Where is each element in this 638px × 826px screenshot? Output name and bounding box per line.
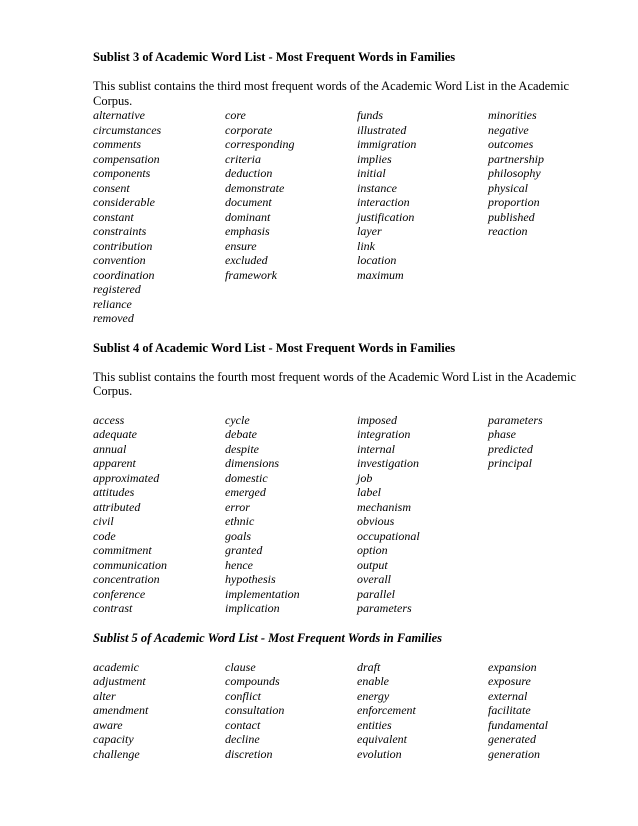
word-item: coordination: [93, 267, 155, 282]
word-item: compensation: [93, 151, 160, 166]
word-item: expansion: [488, 659, 537, 674]
word-item: minorities: [488, 108, 537, 122]
word-item: considerable: [93, 195, 155, 209]
word-item: approximated: [93, 470, 160, 485]
word-item: equivalent: [357, 732, 407, 746]
word-item: conference: [93, 586, 146, 601]
word-item: interaction: [357, 195, 410, 209]
word-item: challenge: [93, 746, 140, 761]
word-column-3: [357, 660, 488, 762]
sublist-4-word-grid: [93, 413, 593, 616]
word-item: contrast: [93, 601, 133, 615]
word-item: predicted: [488, 441, 533, 456]
word-item: label: [357, 485, 381, 499]
word-item: constant: [93, 209, 134, 224]
word-item: corresponding: [225, 137, 295, 151]
word-item: components: [93, 166, 151, 180]
word-item: occupational: [357, 528, 420, 543]
word-item: excluded: [225, 253, 268, 267]
word-item: negative: [488, 122, 529, 137]
word-item: emphasis: [225, 224, 270, 238]
word-item: generated: [488, 732, 536, 746]
word-column-2: [225, 413, 357, 616]
word-item: illustrated: [357, 122, 407, 137]
word-item: phase: [488, 427, 516, 441]
word-item: corporate: [225, 122, 273, 137]
word-item: principal: [488, 456, 532, 470]
word-item: deduction: [225, 166, 273, 180]
word-item: document: [225, 195, 272, 209]
word-item: error: [225, 499, 250, 514]
word-item: parallel: [357, 586, 395, 601]
word-item: framework: [225, 267, 277, 282]
sublist-3-word-grid: [93, 108, 593, 326]
word-item: compounds: [225, 674, 280, 688]
word-item: cycle: [225, 412, 250, 427]
word-item: granted: [225, 543, 263, 557]
word-item: energy: [357, 688, 390, 703]
word-item: clause: [225, 659, 256, 674]
word-column-1: [93, 413, 225, 616]
word-item: constraints: [93, 224, 147, 238]
word-item: location: [357, 253, 397, 267]
word-item: maximum: [357, 267, 404, 282]
word-item: physical: [488, 180, 528, 195]
word-item: investigation: [357, 456, 419, 470]
word-item: link: [357, 238, 375, 253]
word-item: ensure: [225, 238, 257, 253]
word-item: proportion: [488, 195, 540, 209]
word-item: academic: [93, 659, 139, 674]
word-item: implementation: [225, 586, 300, 601]
word-item: output: [357, 557, 388, 572]
sublist-3-intro: This sublist contains the third most frequent words of the Academic Word List in the Academic Corpus.: [93, 79, 570, 108]
word-item: concentration: [93, 572, 160, 586]
sublist-3-section: [93, 50, 593, 326]
word-item: funds: [357, 108, 384, 122]
word-item: attitudes: [93, 485, 135, 499]
word-item: alter: [93, 688, 116, 703]
word-column-4: [488, 660, 593, 762]
sublist-5-section: [93, 631, 593, 762]
word-item: enforcement: [357, 703, 416, 717]
sublist-4-section: [93, 341, 593, 616]
word-item: criteria: [225, 151, 261, 166]
word-item: integration: [357, 427, 411, 441]
word-item: contribution: [93, 238, 153, 253]
word-item: contact: [225, 717, 261, 732]
word-item: overall: [357, 572, 391, 586]
word-item: decline: [225, 732, 260, 746]
word-item: justification: [357, 209, 415, 224]
sublist-4-heading: Sublist 4 of Academic Word List - Most Frequent Words in Families: [93, 340, 456, 355]
word-item: demonstrate: [225, 180, 285, 195]
word-item: implies: [357, 151, 392, 166]
word-item: published: [488, 209, 535, 224]
sublist-5-heading: Sublist 5 of Academic Word List - Most Frequent Words in Families: [93, 630, 443, 645]
word-item: initial: [357, 166, 386, 180]
word-item: facilitate: [488, 703, 531, 717]
word-item: despite: [225, 441, 259, 456]
sublist-5-word-grid: [93, 660, 593, 762]
word-item: fundamental: [488, 717, 548, 732]
word-item: external: [488, 688, 528, 703]
word-item: enable: [357, 674, 389, 688]
word-column-4: [488, 413, 593, 616]
word-item: draft: [357, 659, 381, 674]
word-item: imposed: [357, 412, 397, 427]
word-item: aware: [93, 717, 123, 732]
word-item: access: [93, 412, 125, 427]
word-item: exposure: [488, 674, 531, 688]
word-item: job: [357, 470, 373, 485]
word-item: mechanism: [357, 499, 411, 514]
word-item: ethnic: [225, 514, 255, 528]
sublist-3-heading: Sublist 3 of Academic Word List - Most Frequent Words in Families: [93, 50, 456, 64]
word-item: option: [357, 543, 388, 557]
word-item: apparent: [93, 456, 136, 470]
word-item: civil: [93, 514, 114, 528]
word-item: reliance: [93, 296, 132, 311]
word-item: amendment: [93, 703, 149, 717]
word-column-2: [225, 108, 357, 326]
word-item: emerged: [225, 485, 266, 499]
word-item: debate: [225, 427, 257, 441]
word-column-3: [357, 108, 488, 326]
word-item: hypothesis: [225, 572, 276, 586]
word-item: adjustment: [93, 674, 146, 688]
word-item: domestic: [225, 470, 268, 485]
sublist-4-intro: This sublist contains the fourth most frequent words of the Academic Word List in the Academic Corpus.: [93, 369, 577, 398]
word-item: entities: [357, 717, 392, 732]
word-item: removed: [93, 311, 134, 325]
word-item: hence: [225, 557, 253, 572]
word-item: goals: [225, 528, 252, 543]
word-item: comments: [93, 137, 141, 151]
word-column-1: [93, 108, 225, 326]
word-item: adequate: [93, 427, 137, 441]
word-item: registered: [93, 282, 141, 296]
word-item: parameters: [488, 412, 543, 427]
word-item: parameters: [357, 601, 412, 615]
word-item: consultation: [225, 703, 285, 717]
word-item: layer: [357, 224, 382, 238]
word-item: outcomes: [488, 137, 534, 151]
document-page: [93, 50, 593, 761]
word-item: circumstances: [93, 122, 162, 137]
word-item: capacity: [93, 732, 134, 746]
word-item: evolution: [357, 746, 402, 761]
word-item: conflict: [225, 688, 261, 703]
word-item: immigration: [357, 137, 417, 151]
word-column-4: [488, 108, 593, 326]
word-item: reaction: [488, 224, 528, 238]
word-item: instance: [357, 180, 397, 195]
word-column-1: [93, 660, 225, 762]
word-item: commitment: [93, 543, 152, 557]
word-item: dimensions: [225, 456, 279, 470]
word-item: implication: [225, 601, 280, 615]
word-item: dominant: [225, 209, 271, 224]
word-item: convention: [93, 253, 146, 267]
word-item: communication: [93, 557, 167, 572]
word-item: code: [93, 528, 116, 543]
word-item: discretion: [225, 746, 273, 761]
word-item: philosophy: [488, 166, 541, 180]
word-item: annual: [93, 441, 127, 456]
word-item: internal: [357, 441, 395, 456]
word-item: partnership: [488, 151, 545, 166]
word-item: obvious: [357, 514, 395, 528]
word-item: generation: [488, 746, 540, 761]
word-column-2: [225, 660, 357, 762]
word-item: consent: [93, 180, 130, 195]
word-column-3: [357, 413, 488, 616]
word-item: alternative: [93, 108, 145, 122]
word-item: attributed: [93, 499, 141, 514]
word-item: core: [225, 108, 246, 122]
